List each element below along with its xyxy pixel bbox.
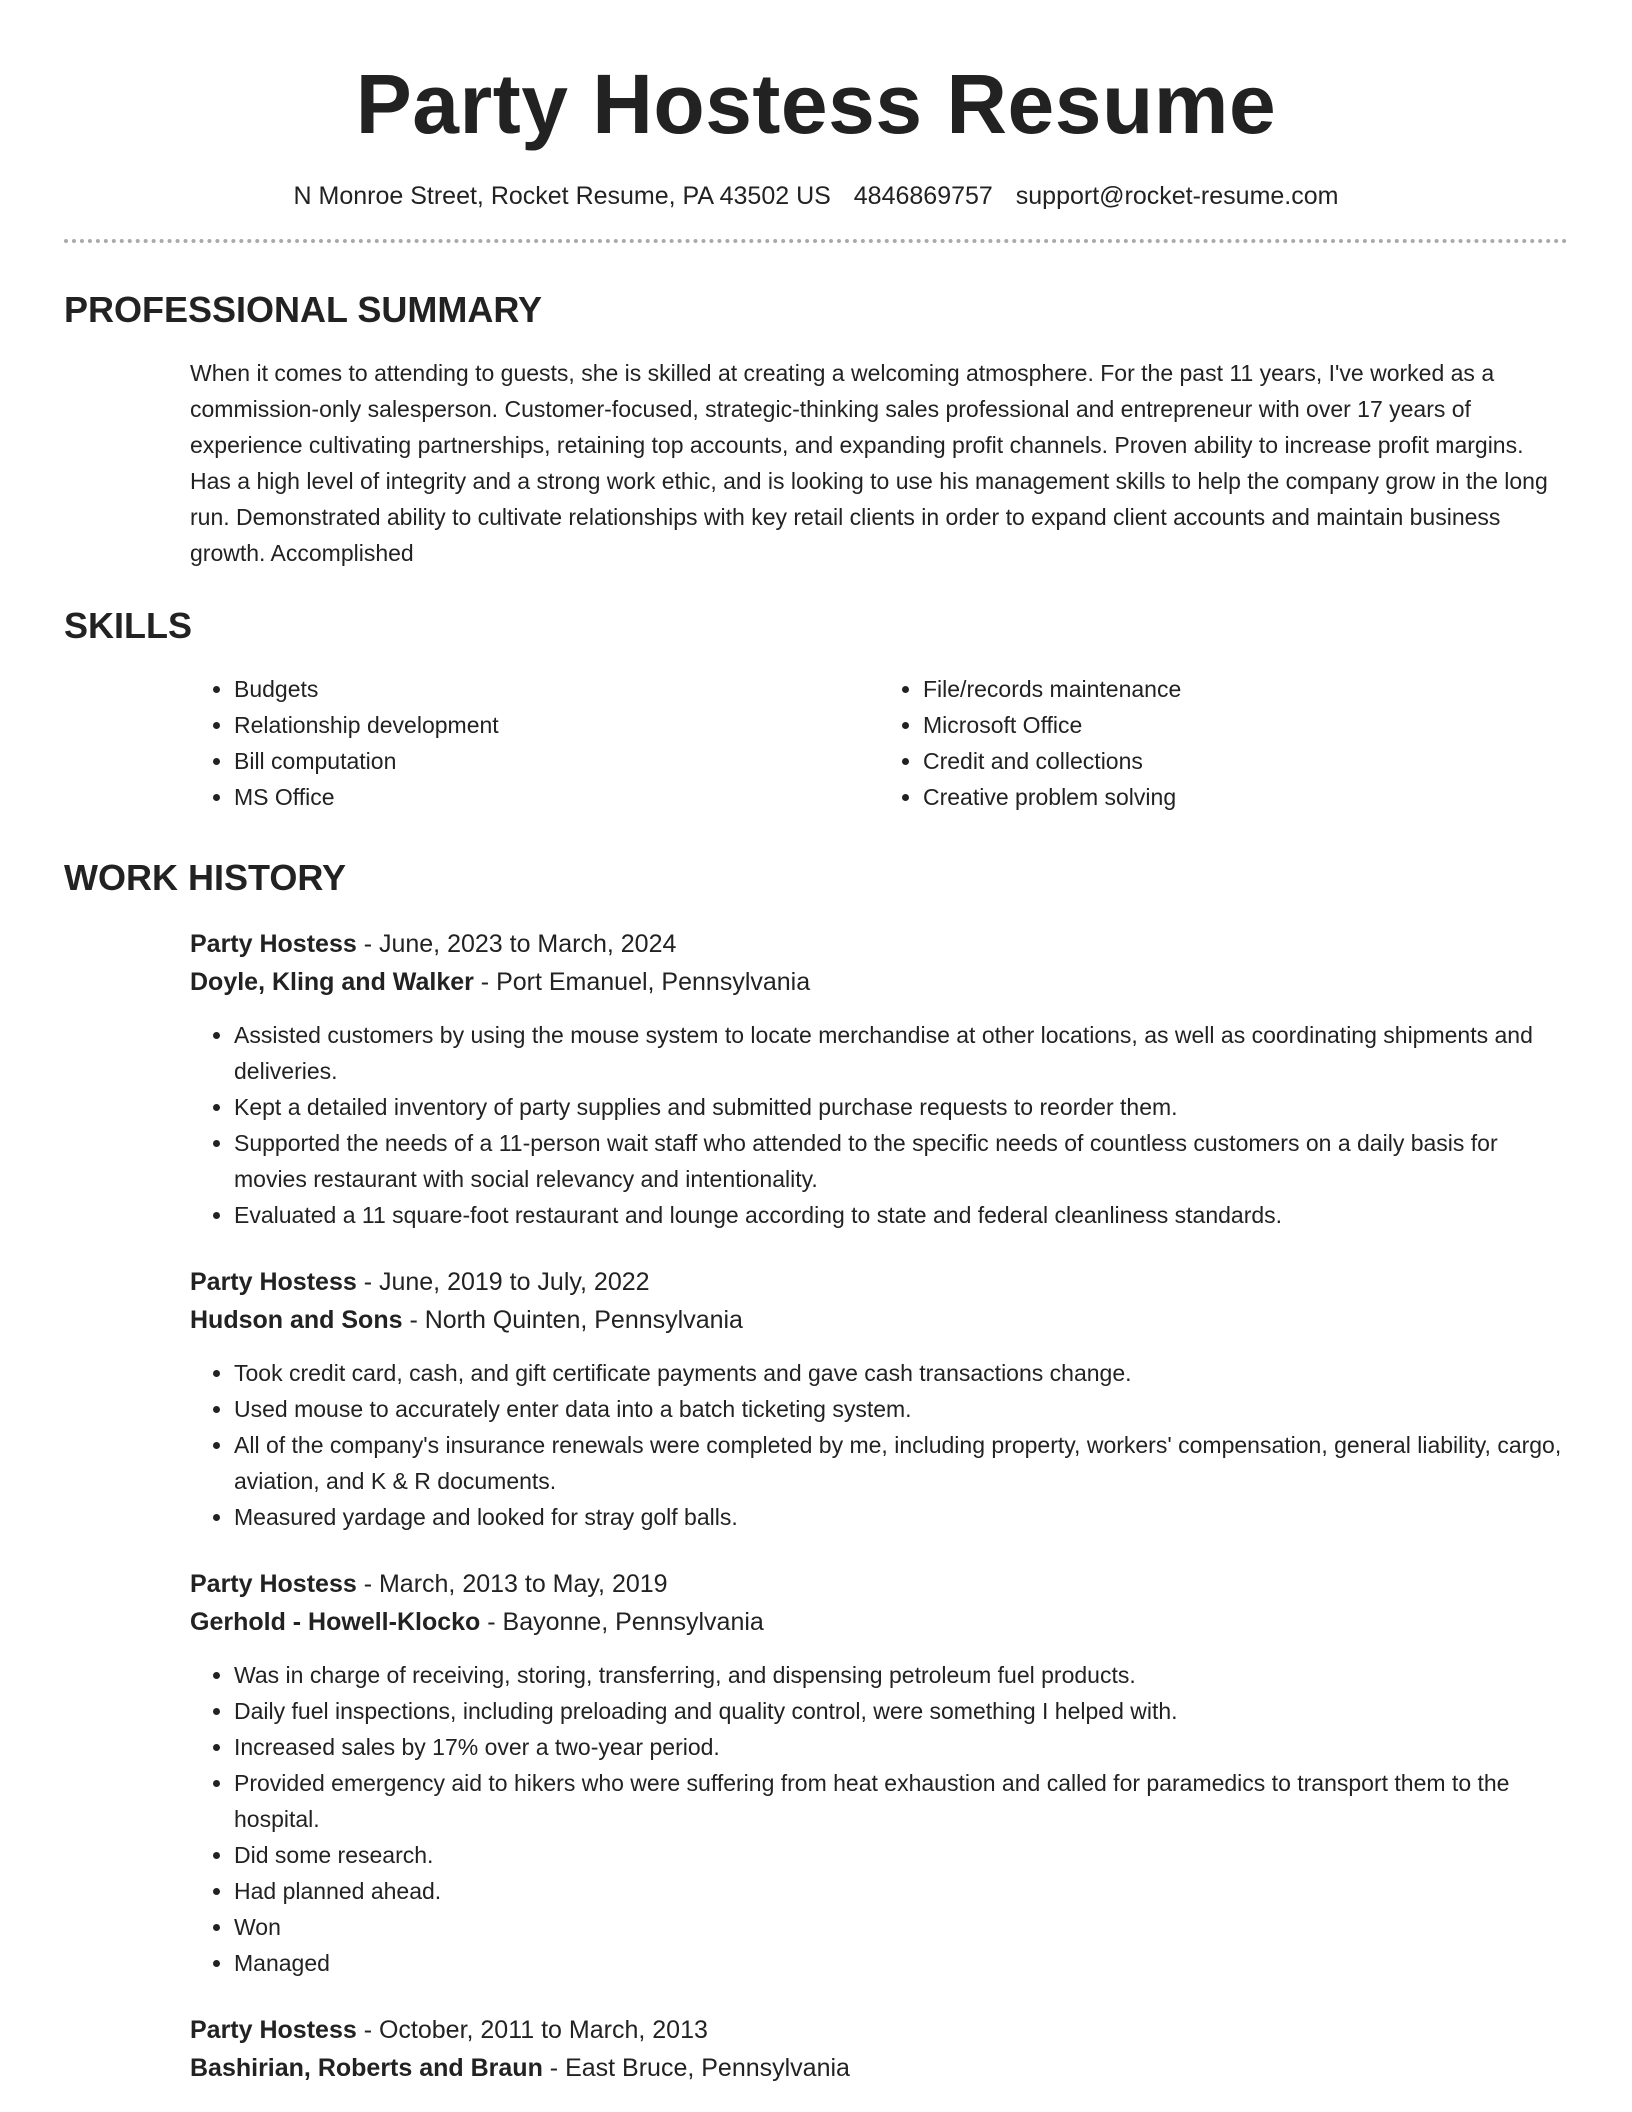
contact-email: support@rocket-resume.com [1015,182,1339,210]
skills-column-left [190,671,879,815]
job-bullet: • Evaluated a 11 square-foot restaurant and lounge according to state and federal cleanliness standards. [234,1197,1568,1233]
job-location: - East Bruce, Pennsylvania [542,2054,850,2082]
skill-item: • Microsoft Office [923,707,1568,743]
job-bullet: • Supported the needs of a 11-person wait staff who attended to the specific needs of countless customers on a daily basis for movies restaurant with social relevancy and intentionality. [234,1125,1568,1197]
job-title-line [190,1263,1568,1301]
job-bullet: • Did some research. [234,1837,1568,1873]
contact-phone: 4846869757 [853,182,993,210]
summary-text: When it comes to attending to guests, she is skilled at creating a welcoming atmosphere. For the past 11 years, I've worked as a commission-only salesperson. Customer-focused, strategic-thinking sales professional and entrepreneur with over 17 years of experience cultivating partnerships, retaining top accounts, and expanding profit channels. Proven ability to increase profit margins. Has a high level of integrity and a strong work ethic, and is looking to use his management skills to help the company grow in the long run. Demonstrated ability to cultivate relationships with key retail clients in order to expand client accounts and maintain business growth. Accomplished [190,360,1548,566]
job-title-line [190,925,1568,963]
skill-item: • Creative problem solving [923,779,1568,815]
job-bullet: • Increased sales by 17% over a two-year period. [234,1729,1568,1765]
job-entry [190,2011,1568,2087]
contact-line [64,182,1568,211]
job-dates: - March, 2013 to May, 2019 [356,1570,668,1598]
job-bullet: • Kept a detailed inventory of party supplies and submitted purchase requests to reorder them. [234,1089,1568,1125]
job-title: Party Hostess [190,1570,357,1598]
job-dates: - June, 2019 to July, 2022 [356,1268,650,1296]
skill-item: • File/records maintenance [923,671,1568,707]
resume-title: Party Hostess Resume [355,57,1277,151]
job-bullet: • Daily fuel inspections, including preloading and quality control, were something I helped with. [234,1693,1568,1729]
job-bullets [190,1017,1568,1233]
job-bullets [190,1657,1568,1981]
job-entry [190,1565,1568,1981]
job-bullet: • Won [234,1909,1568,1945]
skill-item: • Credit and collections [923,743,1568,779]
skill-item: • MS Office [234,779,879,815]
job-dates: - October, 2011 to March, 2013 [356,2016,708,2044]
job-company-line [190,963,1568,1001]
job-bullets [190,1355,1568,1535]
skill-item: • Budgets [234,671,879,707]
skills-column-right [879,671,1568,815]
job-bullet: • Used mouse to accurately enter data into a batch ticketing system. [234,1391,1568,1427]
skills-heading: SKILLS [64,605,193,646]
job-entry [190,925,1568,1233]
skill-item: • Relationship development [234,707,879,743]
job-title: Party Hostess [190,930,357,958]
job-title-line [190,2011,1568,2049]
job-location: - Port Emanuel, Pennsylvania [473,968,811,996]
contact-address: N Monroe Street, Rocket Resume, PA 43502 US [293,182,831,210]
job-title: Party Hostess [190,2016,357,2044]
job-bullet: • Provided emergency aid to hikers who were suffering from heat exhaustion and called for paramedics to transport them to the hospital. [234,1765,1568,1837]
job-title-line [190,1565,1568,1603]
skill-item: • Bill computation [234,743,879,779]
job-location: - North Quinten, Pennsylvania [402,1306,743,1334]
summary-heading: PROFESSIONAL SUMMARY [64,289,543,330]
job-bullet: • Took credit card, cash, and gift certificate payments and gave cash transactions change. [234,1355,1568,1391]
skills-list [190,671,1568,815]
job-dates: - June, 2023 to March, 2024 [356,930,677,958]
job-company: Hudson and Sons [190,1306,403,1334]
job-bullet: • Managed [234,1945,1568,1981]
job-company-line [190,2049,1568,2087]
job-bullet: • Had planned ahead. [234,1873,1568,1909]
job-company-line [190,1301,1568,1339]
job-title: Party Hostess [190,1268,357,1296]
job-bullet: • Measured yardage and looked for stray golf balls. [234,1499,1568,1535]
job-company-line [190,1603,1568,1641]
job-bullet: • Was in charge of receiving, storing, transferring, and dispensing petroleum fuel products. [234,1657,1568,1693]
work-history-heading: WORK HISTORY [64,857,347,898]
job-bullet: • Assisted customers by using the mouse system to locate merchandise at other locations, as well as coordinating shipments and deliveries. [234,1017,1568,1089]
job-location: - Bayonne, Pennsylvania [480,1608,764,1636]
job-company: Gerhold - Howell-Klocko [190,1608,481,1636]
job-company: Bashirian, Roberts and Braun [190,2054,543,2082]
header-divider [64,239,1568,243]
job-company: Doyle, Kling and Walker [190,968,474,996]
job-bullet: • All of the company's insurance renewals were completed by me, including property, workers' compensation, general liability, cargo, aviation, and K & R documents. [234,1427,1568,1499]
job-entry [190,1263,1568,1535]
